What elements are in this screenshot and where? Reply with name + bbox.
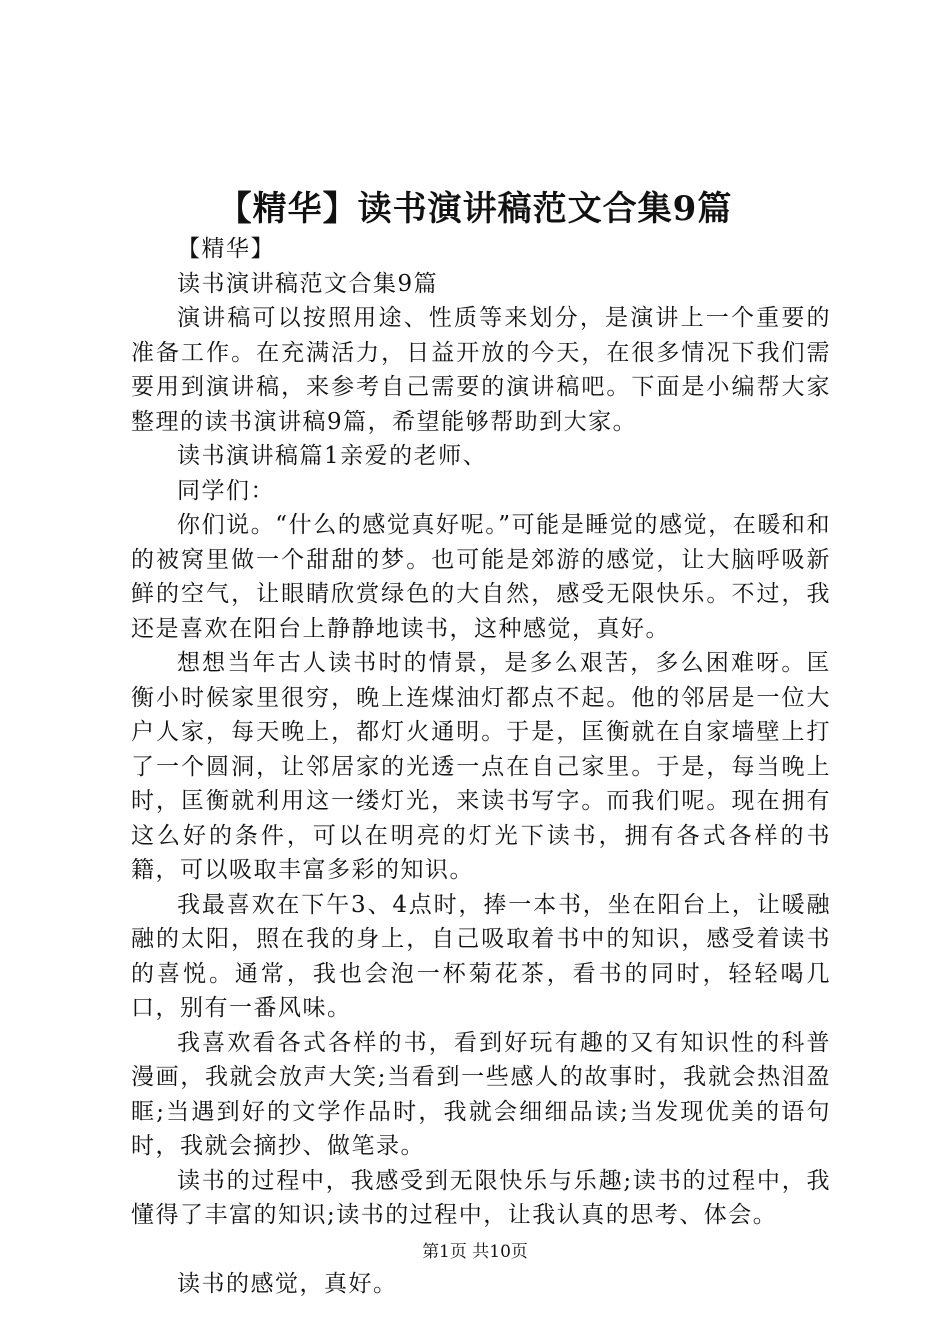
paragraph-subtitle: 读书演讲稿范文合集9篇 (177, 270, 439, 297)
paragraph-section-heading: 读书演讲稿篇1亲爱的老师、 (177, 443, 488, 469)
paragraph-closing: 读书的感觉，真好。 (177, 1270, 398, 1297)
paragraph-label: 【精华】 (177, 236, 275, 262)
paragraph-body: 想想当年古人读书时的情景，是多么艰苦，多么困难呀。匡衡小时候家里很穷，晚上连煤油灯都点不起。他的邻居是一位大户人家，每天晚上，都灯火通明。于是，匡衡就在自家墙壁上打了一个圆洞，让邻居家的光透一点在自己家里。于是，每当晚上时，匡衡就利用这一缕灯光，来读书写字。而我们呢。现在拥有这么好的条件，可以在明亮的灯光下读书，拥有各式各样的书籍，可以吸取丰富多彩的知识。 (131, 650, 831, 883)
paragraph-intro: 演讲稿可以按照用途、性质等来划分，是演讲上一个重要的准备工作。在充满活力，日益开放的今天，在很多情况下我们需要用到演讲稿，来参考自己需要的演讲稿吧。下面是小编帮大家整理的读书演讲稿9篇，希望能够帮助到大家。 (131, 305, 831, 435)
paragraph-body: 我喜欢看各式各样的书，看到好玩有趣的又有知识性的科普漫画，我就会放声大笑;当看到一些感人的故事时，我就会热泪盈眶;当遇到好的文学作品时，我就会细细品读;当发现优美的语句时，我就会摘抄、做笔录。 (131, 1029, 831, 1159)
document-body (131, 232, 831, 1301)
paragraph-body: 我最喜欢在下午3、4点时，捧一本书，坐在阳台上，让暖融融的太阳，照在我的身上，自己吸取着书中的知识，感受着读书的喜悦。通常，我也会泡一杯菊花茶，看书的同时，轻轻喝几口，别有一番风味。 (131, 891, 831, 1021)
document-title: 【精华】读书演讲稿范文合集9篇 (217, 189, 733, 229)
page-footer: 第1页 共10页 (422, 1242, 528, 1262)
paragraph-body: 你们说。“什么的感觉真好呢。”可能是睡觉的感觉，在暖和和的被窝里做一个甜甜的梦。也可能是郊游的感觉，让大脑呼吸新鲜的空气，让眼睛欣赏绿色的大自然，感受无限快乐。不过，我还是喜欢在阳台上静静地读书，这种感觉，真好。 (131, 512, 831, 642)
paragraph-greeting: 同学们： (177, 477, 275, 504)
paragraph-body: 读书的过程中，我感受到无限快乐与乐趣;读书的过程中，我懂得了丰富的知识;读书的过程中，让我认真的思考、体会。 (131, 1167, 831, 1228)
